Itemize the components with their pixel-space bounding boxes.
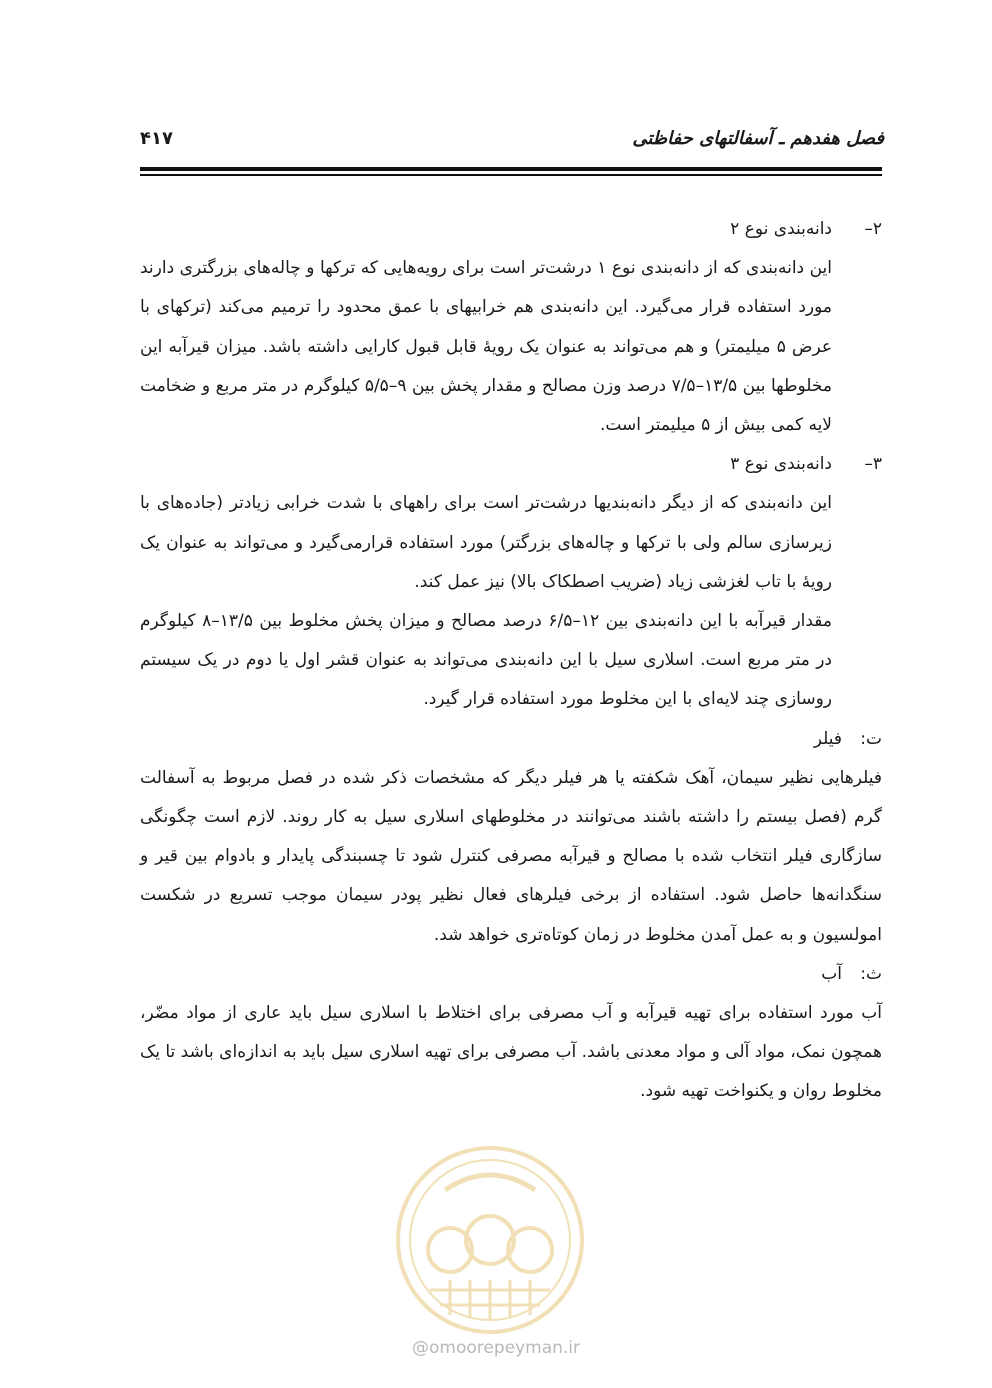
section-title: آب bbox=[821, 963, 842, 984]
section-heading bbox=[140, 720, 882, 759]
section-letter: ت: bbox=[860, 728, 882, 749]
page-number: ۴۱۷ bbox=[140, 128, 173, 149]
item-paragraph: مقدار قیرآبه با این دانه‌بندی بین ۱۲–۶/۵ درصد مصالح و میزان پخش مخلوط بین ۱۳/۵–۸ کیلوگرم در متر مربع است. اسلاری سیل با این دانه‌بندی می‌تواند به عنوان قشر اول یا دوم در یک سیستم روسازی چند لایه‌ای با این مخلوط مورد استفاده قرار گیرد. bbox=[140, 611, 833, 710]
item-heading bbox=[140, 445, 882, 484]
page-body bbox=[140, 210, 882, 1112]
section-heading bbox=[140, 955, 882, 994]
item-heading bbox=[140, 210, 882, 249]
item-title: دانه‌بندی نوع ۳ bbox=[730, 454, 832, 475]
watermark-logo bbox=[390, 1140, 590, 1340]
item-number: ۳– bbox=[864, 454, 882, 475]
item-title: دانه‌بندی نوع ۲ bbox=[730, 219, 832, 239]
chapter-title: فصل هفدهم ـ آسفالتهای حفاظتی bbox=[632, 128, 884, 149]
header-rule-thin bbox=[140, 174, 882, 176]
item-paragraph: این دانه‌بندی که از دانه‌بندی نوع ۱ درشت‌تر است برای رویه‌هایی که ترکها و چاله‌های بزرگتری دارند مورد استفاده قرار می‌گیرد. این دانه‌بندی هم خرابیهای با عمق محدود را ترمیم می‌کند (ترکهای با عرض ۵ میلیمتر) و هم می‌تواند به عنوان یک رویهٔ قابل قبول کارایی داشته باشد. میزان قیرآبه این مخلوطها بین ۱۳/۵–۷/۵ درصد وزن مصالح و مقدار پخش بین ۹–۵/۵ کیلوگرم در متر مربع و ضخامت لایه کمی بیش از ۵ میلیمتر است. bbox=[140, 258, 833, 436]
item-number: ۲– bbox=[864, 219, 882, 239]
header-rule-thick bbox=[140, 167, 882, 171]
section-paragraph: آب مورد استفاده برای تهیه قیرآبه و آب مصرفی برای اختلاط با اسلاری سیل باید عاری از مواد مضّر، همچون نمک، مواد آلی و مواد معدنی باشد. آب مصرفی برای تهیه اسلاری سیل باید به اندازه‌ای باشد تا یک مخلوط روان و یکنواخت تهیه شود. bbox=[140, 1003, 882, 1102]
watermark-site: @omoorepeyman.ir bbox=[411, 1338, 581, 1358]
section-paragraph: فیلرهایی نظیر سیمان، آهک شکفته یا هر فیلر دیگر که مشخصات ذکر شده در فصل مربوط به آسفالت گرم (فصل بیستم را داشته باشند می‌توانند در مخلوطهای اسلاری سیل به کار روند. لازم است چگونگی سازگاری فیلر انتخاب شده با مصالح و قیرآبه مصرفی کنترل شود تا چسبندگی پایدار و بادوام بین قیر و سنگدانه‌ها حاصل شود. استفاده از برخی فیلرهای فعال نظیر پودر سیمان موجب تسریع در شکست امولسیون و به عمل آمدن مخلوط در زمان کوتاه‌تری خواهد شد. bbox=[140, 767, 882, 945]
section-title: فیلر bbox=[813, 728, 842, 749]
item-paragraph: این دانه‌بندی که از دیگر دانه‌بندیها درشت‌تر است برای راههای با شدت خرابی زیادتر (جاده‌های با زیرسازی سالم ولی با ترکها و چاله‌های بزرگتر) مورد استفاده قرارمی‌گیرد و می‌تواند به عنوان یک رویهٔ با تاب لغزشی زیاد (ضریب اصطکاک بالا) نیز عمل کند. bbox=[140, 493, 832, 592]
section-letter: ث: bbox=[860, 963, 882, 984]
